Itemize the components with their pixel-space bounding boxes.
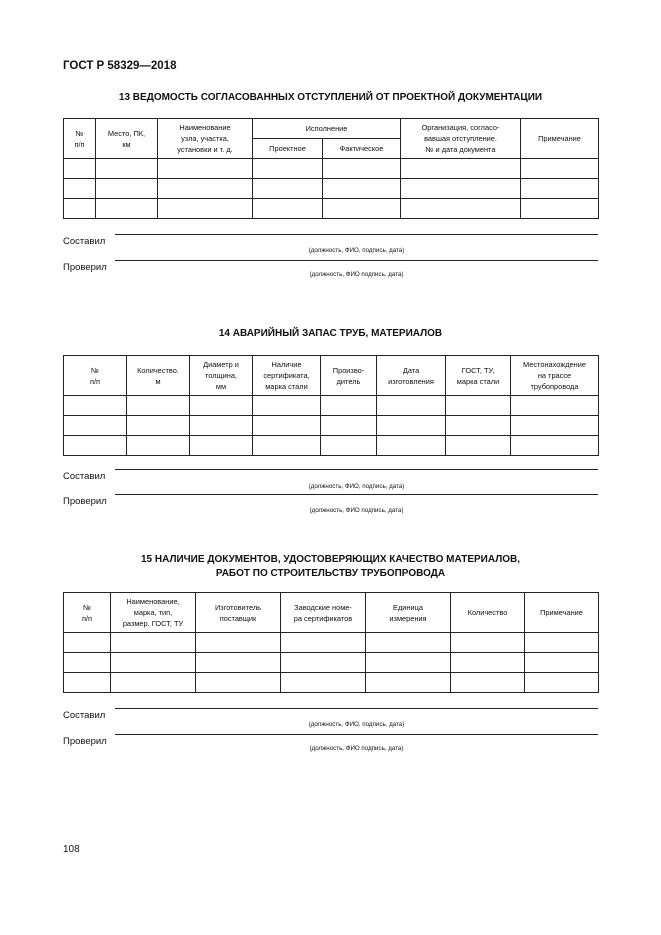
checked-caption: (должность, ФИО подпись, дата): [309, 745, 404, 752]
header-organization: Организация, согласо- вавшая отступление. № и дата документа: [401, 119, 521, 159]
header-number: № п/п: [64, 119, 96, 159]
header-execution: Исполнение: [253, 119, 401, 139]
table-row: [64, 633, 599, 653]
compiled-signature-line: [115, 708, 598, 709]
compiled-label: Составил: [63, 236, 106, 247]
header-certificate-numbers: Заводские номе- ра сертификатов: [281, 593, 366, 633]
header-note: Примечание: [521, 119, 599, 159]
header-note: Примечание: [525, 593, 599, 633]
emergency-stock-table: [63, 355, 599, 456]
header-gost: ГОСТ, ТУ, марка стали: [446, 356, 511, 396]
header-actual: Фактическое: [323, 139, 401, 159]
header-number: № п/п: [64, 356, 127, 396]
header-number: № п/п: [64, 593, 111, 633]
compiled-label: Составил: [63, 710, 106, 721]
table-row: [64, 159, 599, 179]
section-14-title: 14 АВАРИЙНЫЙ ЗАПАС ТРУБ, МАТЕРИАЛОВ: [218, 328, 443, 339]
header-diameter: Диаметр и толщина, мм: [190, 356, 253, 396]
checked-signature-line: [115, 734, 598, 735]
header-date: Дата изготовления: [377, 356, 446, 396]
header-quantity: Количество: [451, 593, 525, 633]
document-header: ГОСТ Р 58329—2018: [63, 60, 177, 72]
checked-signature-line: [115, 260, 598, 261]
compiled-caption: (должность, ФИО, подпись, дата): [308, 483, 405, 490]
header-location: Местонахождение на трассе трубопровода: [511, 356, 599, 396]
table-row: [64, 396, 599, 416]
compiled-label: Составил: [63, 471, 106, 482]
checked-signature-line: [115, 494, 598, 495]
checked-label: Проверил: [63, 262, 107, 273]
header-node-name: Наименование узла, участка, установки и т. д.: [158, 119, 253, 159]
header-unit: Единица измерения: [366, 593, 451, 633]
compiled-signature-line: [115, 469, 598, 470]
section-15-title: 15 НАЛИЧИЕ ДОКУМЕНТОВ, УДОСТОВЕРЯЮЩИХ КАЧЕСТВО МАТЕРИАЛОВ, РАБОТ ПО СТРОИТЕЛЬСТВУ ТРУБОПРОВОДА: [140, 554, 520, 579]
header-material-name: Наименование, марка, тип, размер. ГОСТ, ТУ: [111, 593, 196, 633]
checked-caption: (должность, ФИО подпись, дата): [309, 271, 404, 278]
header-quantity: Количество. м: [127, 356, 190, 396]
header-certificate: Наличие сертификата, марка стали: [253, 356, 321, 396]
table-row: [64, 199, 599, 219]
checked-label: Проверил: [63, 736, 107, 747]
table-row: [64, 416, 599, 436]
compiled-caption: (должность, ФИО, подпись, дата): [308, 721, 405, 728]
compiled-signature-line: [115, 234, 598, 235]
table-row: [64, 436, 599, 456]
section-13-title: 13 ВЕДОМОСТЬ СОГЛАСОВАННЫХ ОТСТУПЛЕНИЙ ОТ ПРОЕКТНОЙ ДОКУМЕНТАЦИИ: [118, 92, 543, 103]
compiled-caption: (должность, ФИО, подпись, дата): [308, 247, 405, 254]
header-supplier: Изготовитель поставщик: [196, 593, 281, 633]
deviations-table: [63, 118, 599, 219]
header-manufacturer: Произво- дитель: [321, 356, 377, 396]
table-row: [64, 673, 599, 693]
page-number: 108: [63, 844, 80, 855]
table-row: [64, 179, 599, 199]
checked-caption: (должность, ФИО подпись, дата): [309, 507, 404, 514]
quality-documents-table: [63, 592, 599, 693]
checked-label: Проверил: [63, 496, 107, 507]
header-place: Место, ПК, км: [96, 119, 158, 159]
table-row: [64, 653, 599, 673]
header-design: Проектное: [253, 139, 323, 159]
